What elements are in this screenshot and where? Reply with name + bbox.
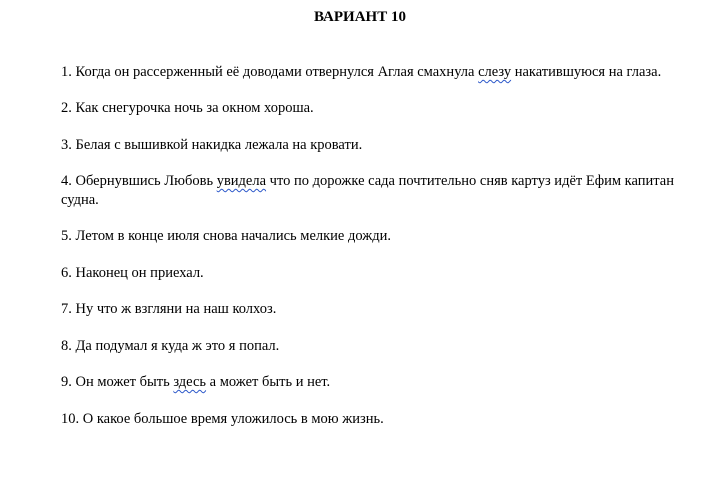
exercise-item-9 bbox=[61, 373, 701, 392]
item-text: Наконец он приехал. bbox=[75, 264, 204, 281]
item-number: 10. bbox=[61, 410, 80, 427]
exercise-list bbox=[61, 63, 701, 446]
item-text: Как снегурочка ночь за окном хороша. bbox=[75, 100, 314, 116]
item-number: 1. bbox=[61, 64, 72, 80]
item-text: накатившуюся на глаза. bbox=[514, 64, 662, 80]
exercise-item-10 bbox=[61, 410, 701, 429]
item-number: 7. bbox=[61, 301, 72, 317]
item-text: Обернувшись Любовь bbox=[75, 173, 214, 189]
exercise-item-8 bbox=[61, 337, 701, 356]
item-number: 4. bbox=[61, 173, 72, 189]
item-text: а может быть и нет. bbox=[209, 374, 331, 390]
item-number: 6. bbox=[61, 264, 72, 281]
spellcheck-marked-word[interactable]: здесь bbox=[173, 374, 207, 390]
item-text: Ну что ж взгляни на наш колхоз. bbox=[75, 301, 277, 317]
spellcheck-marked-word[interactable]: слезу bbox=[478, 64, 512, 80]
exercise-item-3 bbox=[61, 136, 701, 155]
item-number: 8. bbox=[61, 337, 72, 354]
item-text: Белая с вышивкой накидка лежала на кровати. bbox=[75, 136, 363, 153]
item-text: Летом в конце июля снова начались мелкие дожди. bbox=[75, 228, 392, 244]
item-text: Да подумал я куда ж это я попал. bbox=[75, 337, 280, 354]
item-number: 2. bbox=[61, 100, 72, 116]
item-text: Когда он рассерженный её доводами отвернулся Аглая смахнула bbox=[75, 64, 475, 80]
spellcheck-marked-word[interactable]: увидела bbox=[216, 173, 267, 189]
exercise-item-4 bbox=[61, 172, 701, 210]
exercise-item-7 bbox=[61, 300, 701, 319]
item-number: 9. bbox=[61, 374, 72, 390]
item-text: что по дорожке сада почтительно сняв картуз идёт Ефим капитан судна. bbox=[61, 173, 674, 208]
item-number: 3. bbox=[61, 136, 72, 153]
item-text: Он может быть bbox=[75, 374, 170, 390]
exercise-item-2 bbox=[61, 99, 701, 118]
item-number: 5. bbox=[61, 228, 72, 244]
exercise-item-6 bbox=[61, 264, 701, 283]
item-text: О какое большое время уложилось в мою жизнь. bbox=[82, 410, 384, 427]
exercise-item-5 bbox=[61, 227, 701, 246]
document-title: ВАРИАНТ 10 bbox=[314, 9, 406, 25]
exercise-item-1 bbox=[61, 63, 701, 82]
